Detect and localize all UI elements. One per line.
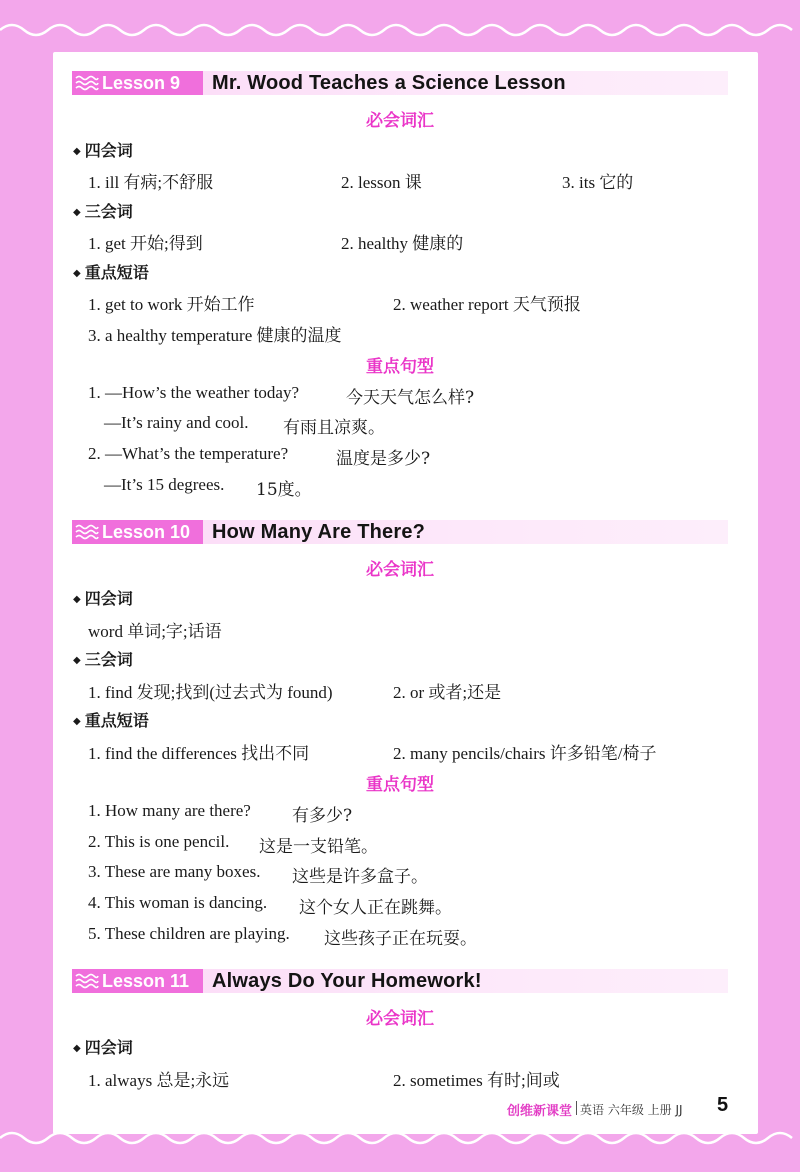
footer-separator — [576, 1101, 577, 1115]
lesson-9-phrase-1: 1. get to work 开始工作 — [88, 295, 255, 314]
lesson-9-sentence-2-en: —It’s rainy and cool. — [104, 413, 249, 432]
lesson-10-sentence-heading: 重点句型 — [366, 775, 434, 795]
lesson-9-sentence-4-en: —It’s 15 degrees. — [104, 475, 225, 494]
diamond-icon: ◆ — [73, 655, 81, 666]
lesson-11-title: Always Do Your Homework! — [212, 970, 482, 992]
lesson-11-vocab-heading: 必会词汇 — [366, 1009, 434, 1029]
lesson-9-four-word-1: 1. ill 有病;不舒服 — [88, 173, 214, 192]
lesson-10-sentence-3-cn: 这些是许多盒子。 — [292, 867, 428, 887]
diamond-icon: ◆ — [73, 146, 81, 157]
lesson-9-vocab-heading: 必会词汇 — [366, 111, 434, 131]
lesson-9-title: Mr. Wood Teaches a Science Lesson — [212, 72, 566, 94]
lesson-10-label: Lesson 10 — [102, 522, 191, 542]
lesson-9-sentence-1-en: 1. —How’s the weather today? — [88, 383, 300, 402]
lesson-9-four-word-2: 2. lesson 课 — [341, 173, 422, 192]
diamond-icon: ◆ — [73, 1043, 81, 1054]
lesson-9-sentence-3-cn: 温度是多少? — [336, 449, 431, 469]
lesson-11-cat-four: ◆ 四会词 — [73, 1038, 133, 1057]
lesson-11-badge — [72, 969, 203, 993]
diamond-icon: ◆ — [73, 268, 81, 279]
lesson-9-label: Lesson 9 — [102, 73, 181, 93]
diamond-icon: ◆ — [73, 594, 81, 605]
diamond-icon: ◆ — [73, 207, 81, 218]
lesson-10-cat-phrases: ◆ 重点短语 — [73, 711, 149, 730]
lesson-9-header — [72, 71, 728, 95]
lesson-10-cat-four: ◆ 四会词 — [73, 589, 133, 608]
lesson-10-sentence-2-cn: 这是一支铅笔。 — [259, 837, 378, 857]
lesson-9-cat-phrases: ◆ 重点短语 — [73, 263, 149, 282]
footer-book-info: 英语 六年级 上册 JJ — [580, 1103, 683, 1117]
waves-icon — [75, 524, 99, 540]
lesson-9-sentence-1-cn: 今天天气怎么样? — [346, 388, 475, 408]
diamond-icon: ◆ — [73, 716, 81, 727]
lesson-9-phrase-2: 2. weather report 天气预报 — [393, 295, 581, 314]
lesson-10-cat-three: ◆ 三会词 — [73, 650, 133, 669]
lesson-10-three-word-1: 1. find 发现;找到(过去式为 found) — [88, 683, 333, 702]
lesson-10-sentence-5-en: 5. These children are playing. — [88, 924, 290, 943]
lesson-9-badge — [72, 71, 203, 95]
waves-icon — [75, 973, 99, 989]
lesson-10-badge — [72, 520, 203, 544]
lesson-10-sentence-1-en: 1. How many are there? — [88, 801, 251, 820]
lesson-9-cat-three: ◆ 三会词 — [73, 202, 133, 221]
lesson-9-three-word-2: 2. healthy 健康的 — [341, 234, 464, 253]
lesson-10-phrase-1: 1. find the differences 找出不同 — [88, 744, 310, 763]
page-number: 5 — [717, 1094, 729, 1116]
lesson-10-sentence-3-en: 3. These are many boxes. — [88, 862, 261, 881]
lesson-9-sentence-4-cn: 15度。 — [256, 480, 312, 500]
footer-brand: 创维新课堂 — [507, 1104, 573, 1119]
lesson-10-sentence-4-cn: 这个女人正在跳舞。 — [299, 898, 452, 918]
lesson-10-sentence-1-cn: 有多少? — [292, 806, 353, 826]
lesson-9-sentence-heading: 重点句型 — [366, 357, 434, 377]
lesson-10-sentence-2-en: 2. This is one pencil. — [88, 832, 230, 851]
lesson-9-three-word-1: 1. get 开始;得到 — [88, 234, 203, 253]
lesson-9-cat-four: ◆ 四会词 — [73, 141, 133, 160]
lesson-9-four-word-3: 3. its 它的 — [562, 173, 634, 192]
lesson-10-phrase-2: 2. many pencils/chairs 许多铅笔/椅子 — [393, 744, 657, 763]
lesson-11-four-word-2: 2. sometimes 有时;间或 — [393, 1071, 560, 1090]
lesson-9-phrase-3: 3. a healthy temperature 健康的温度 — [88, 326, 342, 345]
lesson-10-sentence-4-en: 4. This woman is dancing. — [88, 893, 268, 912]
lesson-10-vocab-heading: 必会词汇 — [366, 560, 434, 580]
lesson-9-sentence-2-cn: 有雨且凉爽。 — [283, 418, 385, 438]
lesson-10-header — [72, 520, 728, 544]
lesson-10-title: How Many Are There? — [212, 521, 426, 543]
lesson-10-sentence-5-cn: 这些孩子正在玩耍。 — [324, 929, 477, 949]
waves-icon — [75, 75, 99, 91]
lesson-10-three-word-2: 2. or 或者;还是 — [393, 683, 502, 702]
lesson-11-four-word-1: 1. always 总是;永远 — [88, 1071, 230, 1090]
lesson-11-header — [72, 969, 728, 993]
lesson-10-four-word-1: word 单词;字;话语 — [88, 622, 222, 641]
lesson-9-sentence-3-en: 2. —What’s the temperature? — [88, 444, 289, 463]
lesson-11-label: Lesson 11 — [102, 971, 190, 991]
